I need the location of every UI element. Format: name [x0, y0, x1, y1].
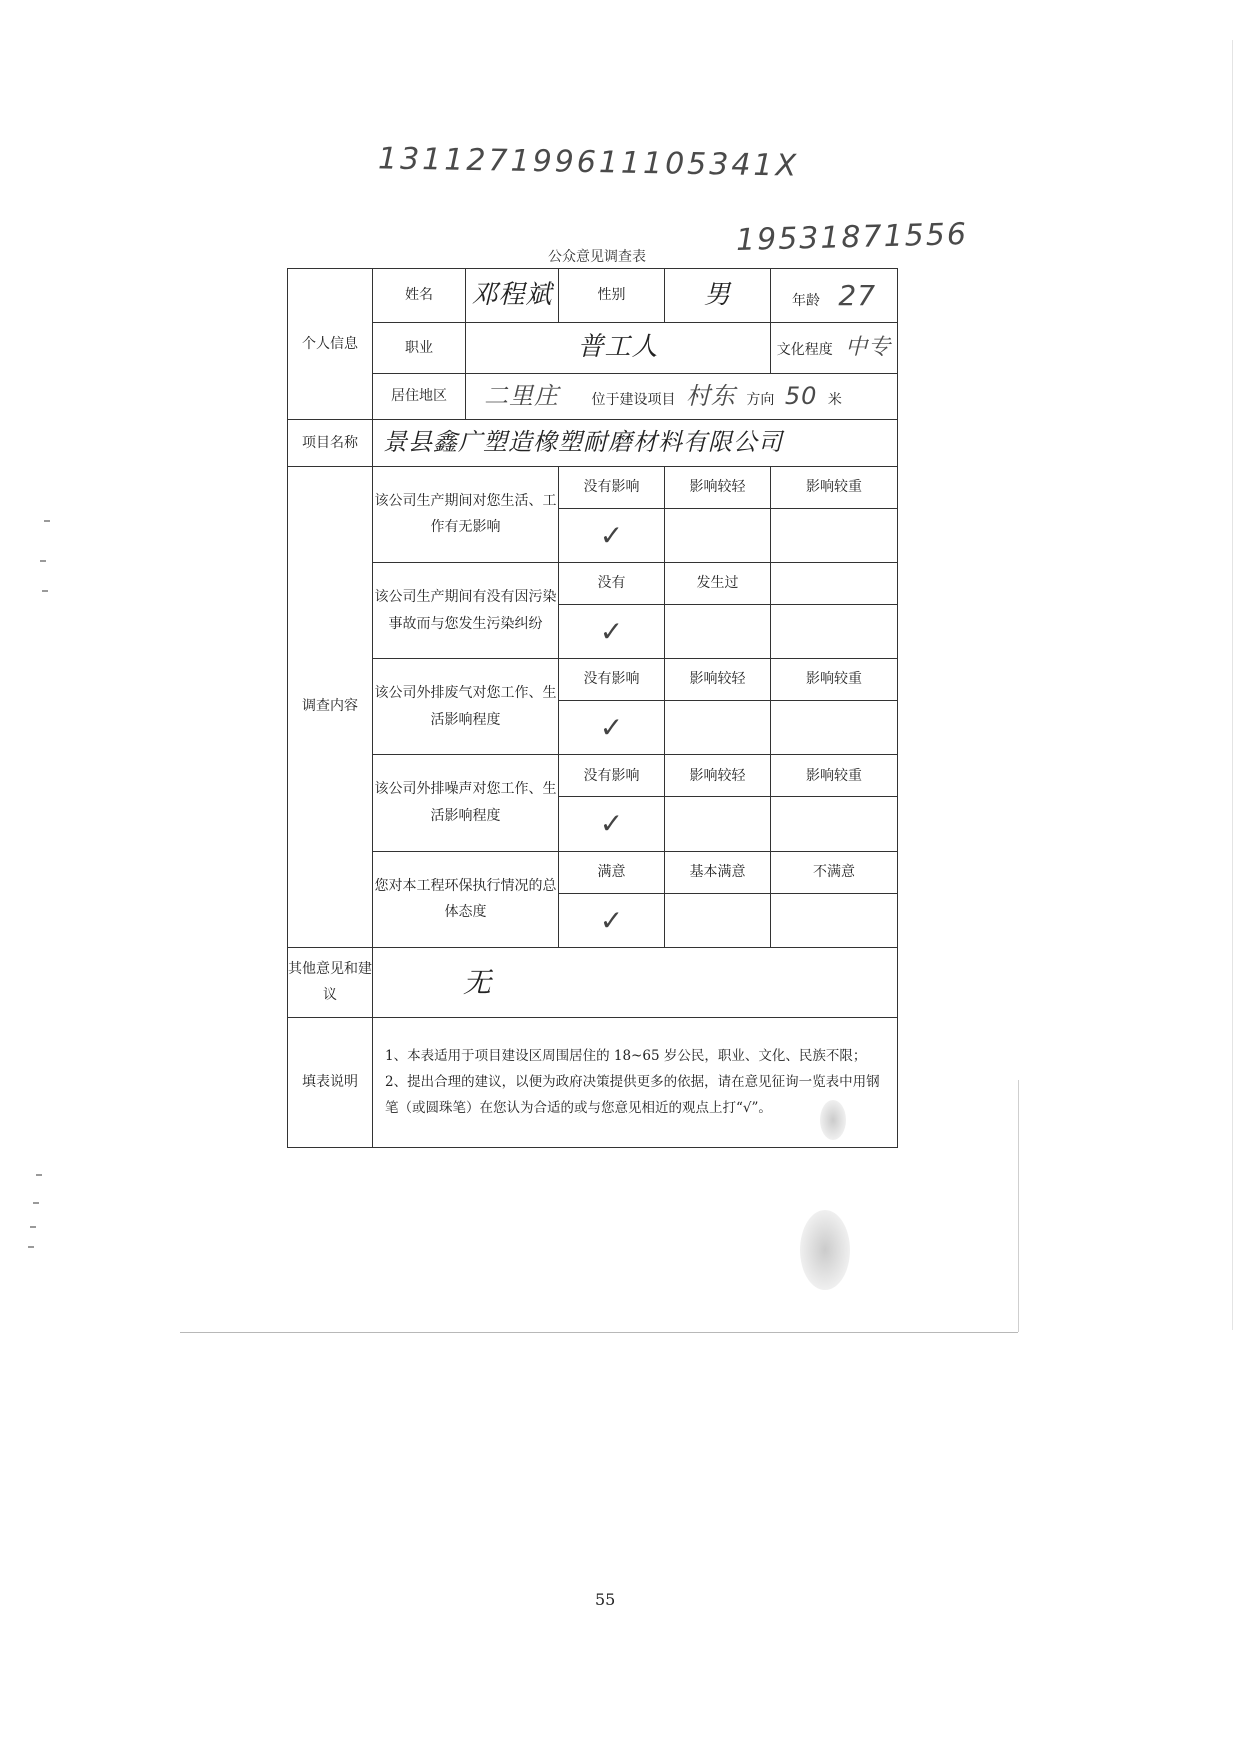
scan-speck — [40, 560, 46, 562]
q4-option-3: 影响较重 — [771, 755, 898, 797]
q2-answer-2[interactable] — [665, 604, 771, 658]
q4-option-2: 影响较轻 — [665, 755, 771, 797]
instructions-label: 填表说明 — [288, 1017, 373, 1147]
residence-value: 二里庄 — [484, 381, 559, 410]
question-1-text: 该公司生产期间对您生活、工作有无影响 — [373, 466, 559, 562]
scan-speck — [36, 1174, 42, 1176]
q1-answer-1[interactable] — [559, 508, 665, 562]
q3-option-3: 影响较重 — [771, 659, 898, 701]
q4-answer-2[interactable] — [665, 797, 771, 851]
survey-content-section-label: 调查内容 — [288, 466, 373, 947]
scan-speck — [33, 1202, 39, 1204]
question-3-text: 该公司外排废气对您工作、生活影响程度 — [373, 659, 559, 755]
q1-option-3: 影响较重 — [771, 466, 898, 508]
check-mark-icon: ✓ — [599, 518, 624, 552]
q2-option-1: 没有 — [559, 562, 665, 604]
q5-answer-1[interactable] — [559, 893, 665, 947]
distance-unit: 米 — [827, 391, 842, 408]
education-cell — [771, 323, 898, 373]
handwritten-id-number: 131127199611105341X — [377, 141, 800, 184]
project-name-label: 项目名称 — [288, 420, 373, 467]
instructions-line-2: 2、提出合理的建议，以便为政府决策提供更多的依据，请在意见征询一览表中用钢笔（或圆珠笔）在您认为合适的或与您意见相近的观点上打“√”。 — [385, 1074, 880, 1117]
residence-cell — [466, 373, 898, 420]
scan-smudge — [800, 1210, 850, 1290]
check-mark-icon: ✓ — [599, 711, 624, 745]
q5-answer-2[interactable] — [665, 893, 771, 947]
scan-edge-line — [180, 1332, 1018, 1333]
q5-option-3: 不满意 — [771, 851, 898, 893]
education-label: 文化程度 — [776, 341, 833, 358]
project-name-value: 景县鑫广塑造橡塑耐磨材料有限公司 — [373, 420, 898, 467]
location-prefix: 位于建设项目 — [591, 391, 676, 408]
q4-answer-1[interactable] — [559, 797, 665, 851]
q1-answer-3[interactable] — [771, 508, 898, 562]
q2-answer-3[interactable] — [771, 604, 898, 658]
personal-info-section-label: 个人信息 — [288, 269, 373, 420]
instructions-line-1: 1、本表适用于项目建设区周围居住的 18~65 岁公民，职业、文化、民族不限； — [385, 1047, 867, 1064]
name-value: 邓程斌 — [466, 269, 559, 323]
q4-answer-3[interactable] — [771, 797, 898, 851]
occupation-value: 普工人 — [466, 323, 771, 373]
age-label: 年龄 — [791, 293, 820, 309]
other-suggestions-label: 其他意见和建议 — [288, 947, 373, 1017]
q2-option-3 — [771, 562, 898, 604]
scan-smudge — [820, 1100, 846, 1140]
survey-form-table — [287, 268, 897, 1117]
name-label: 姓名 — [373, 269, 466, 323]
residence-label: 居住地区 — [373, 373, 466, 420]
q3-answer-3[interactable] — [771, 701, 898, 755]
q5-option-2: 基本满意 — [665, 851, 771, 893]
scan-speck — [30, 1226, 36, 1228]
occupation-label: 职业 — [373, 323, 466, 373]
direction-value: 村东 — [685, 381, 736, 410]
q5-option-1: 满意 — [559, 851, 665, 893]
form-title: 公众意见调查表 — [548, 249, 646, 265]
handwritten-phone-number: 19531871556 — [735, 216, 969, 259]
q3-answer-2[interactable] — [665, 701, 771, 755]
check-mark-icon: ✓ — [599, 903, 624, 937]
scan-speck — [28, 1246, 34, 1248]
check-mark-icon: ✓ — [599, 614, 624, 648]
age-cell — [771, 269, 898, 323]
other-suggestions-value[interactable]: 无 — [373, 947, 898, 1017]
direction-suffix: 方向 — [746, 391, 775, 408]
gender-label: 性别 — [559, 269, 665, 323]
instructions-text — [373, 1017, 898, 1147]
q2-option-2: 发生过 — [665, 562, 771, 604]
distance-value: 50 — [784, 381, 818, 410]
q2-answer-1[interactable] — [559, 604, 665, 658]
question-4-text: 该公司外排噪声对您工作、生活影响程度 — [373, 755, 559, 851]
check-mark-icon: ✓ — [599, 807, 624, 841]
scan-speck — [42, 590, 48, 592]
q1-option-1: 没有影响 — [559, 466, 665, 508]
page-number: 55 — [595, 1590, 616, 1609]
education-value: 中专 — [845, 334, 892, 360]
gender-value: 男 — [665, 269, 771, 323]
q5-answer-3[interactable] — [771, 893, 898, 947]
question-5-text: 您对本工程环保执行情况的总体态度 — [373, 851, 559, 947]
q3-option-1: 没有影响 — [559, 659, 665, 701]
scan-edge-line — [1232, 40, 1233, 1330]
q3-answer-1[interactable] — [559, 701, 665, 755]
scan-edge-line — [1018, 1080, 1019, 1332]
age-value: 27 — [838, 279, 877, 312]
q4-option-1: 没有影响 — [559, 755, 665, 797]
q3-option-2: 影响较轻 — [665, 659, 771, 701]
q1-option-2: 影响较轻 — [665, 466, 771, 508]
scan-speck — [44, 520, 50, 522]
question-2-text: 该公司生产期间有没有因污染事故而与您发生污染纠纷 — [373, 562, 559, 658]
q1-answer-2[interactable] — [665, 508, 771, 562]
